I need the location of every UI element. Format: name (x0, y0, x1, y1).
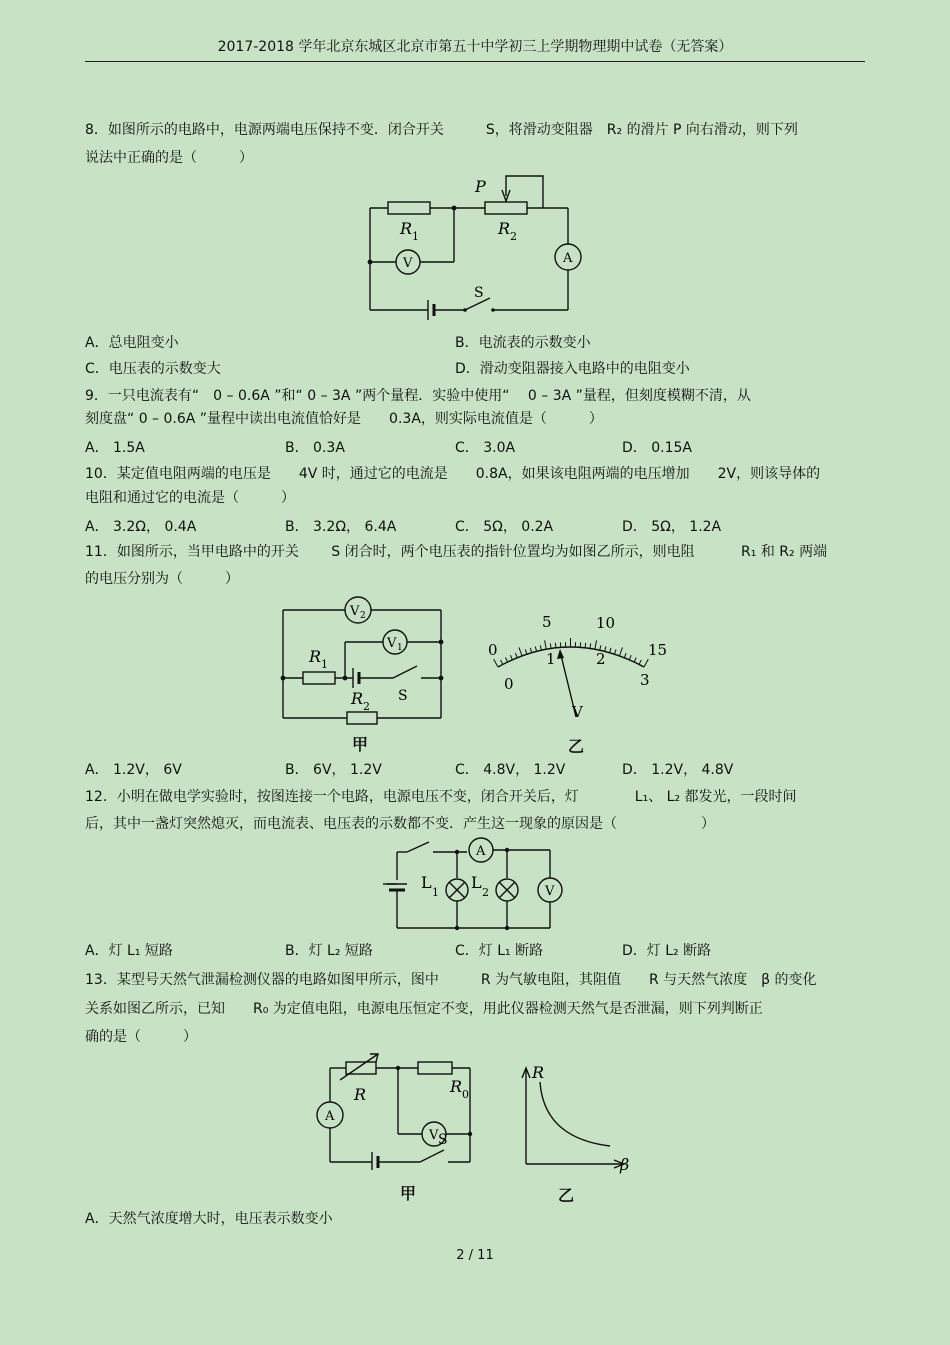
page-number: 2 / 11 (456, 1248, 494, 1263)
q11-dial-bottom-1: 1 (546, 650, 556, 668)
q8-circuit-diagram (360, 170, 590, 330)
dial-tick (505, 658, 507, 663)
q13-r-beta-graph-yi (510, 1060, 640, 1175)
q8-option-a: A．总电阻变小 (85, 335, 179, 351)
q13-stem-line3: 确的是（ ） (85, 1029, 197, 1045)
dial-tick (644, 659, 648, 667)
q13-graph-y-label: R (532, 1063, 545, 1082)
q12-l1-label: L (421, 873, 432, 892)
q9-option-d: D． 0.15A (622, 440, 692, 456)
dial-tick (545, 640, 547, 649)
q9-option-b: B． 0.3A (285, 440, 345, 456)
q12-option-d: D．灯 L₂ 断路 (622, 943, 712, 959)
dial-tick (595, 640, 597, 649)
q12-option-a: A．灯 L₁ 短路 (85, 943, 173, 959)
q10-option-a: A． 3.2Ω， 0.4A (85, 519, 197, 535)
page-header-title: 2017-2018 学年北京东城区北京市第五十中学初三上学期物理期中试卷（无答案） (217, 39, 733, 55)
q13-switch-label: S (438, 1132, 448, 1148)
q13-stem-line1: 13．某型号天然气泄漏检测仪器的电路如图甲所示，图中 R 为气敏电阻，其阻值 R 与天然气浓度 β 的变化 (85, 972, 817, 988)
q12-l2-sub: 2 (482, 886, 489, 899)
q9-option-a: A． 1.5A (85, 440, 145, 456)
q13-voltmeter-label: V (429, 1128, 439, 1143)
q8-label-r2-sub: 2 (510, 230, 517, 243)
q8-label-r2: R (498, 219, 511, 238)
q12-l1-sub: 1 (432, 886, 439, 899)
dial-tick (540, 645, 541, 650)
dial-tick (610, 648, 611, 653)
q13-circuit-diagram-jia (310, 1050, 480, 1170)
q11-caption-yi: 乙 (568, 737, 585, 756)
q13-stem-line2: 关系如图乙所示，已知 R₀ 为定值电阻，电源电压恒定不变，用此仪器检测天然气是否泄漏，则下列判断正 (85, 1001, 763, 1017)
q11-dial-top-15: 15 (648, 641, 668, 659)
dial-tick (639, 660, 641, 664)
q9-stem-line2: 刻度盘“ 0 – 0.6A ”量程中读出电流值恰好是 0.3A，则实际电流值是（ ） (85, 411, 603, 427)
q13-r-label: R (354, 1085, 367, 1104)
q11-v1-sub: 1 (397, 643, 403, 653)
q11-dial-bottom-0: 0 (504, 675, 514, 693)
q12-ammeter-label: A (476, 844, 486, 859)
q13-ammeter-label: A (325, 1109, 335, 1124)
q11-switch-label: S (398, 688, 408, 704)
dial-tick (550, 643, 551, 648)
q13-graph-x-label: β (620, 1155, 630, 1174)
q8-option-b: B．电流表的示数变小 (455, 335, 591, 351)
q11-option-d: D． 1.2V， 4.8V (622, 762, 734, 778)
dial-tick (614, 649, 616, 654)
q12-option-c: C．灯 L₁ 断路 (455, 943, 544, 959)
dial-tick (629, 655, 631, 660)
q12-l2-label: L (471, 873, 482, 892)
q12-option-b: B．灯 L₂ 短路 (285, 943, 373, 959)
dial-tick (590, 643, 591, 648)
q13-r0-sub: 0 (462, 1088, 469, 1101)
q11-voltmeter-dial-yi (480, 605, 675, 725)
q13-caption-jia: 甲 (400, 1184, 417, 1203)
q10-stem-line1: 10．某定值电阻两端的电压是 4V 时，通过它的电流是 0.8A，如果该电阻两端的电压增加 2V，则该导体的 (85, 466, 821, 482)
q9-stem-line1: 9．一只电流表有“ 0 – 0.6A ”和“ 0 – 3A ”两个量程．实验中使用“ 0 – 3A ”量程，但刻度模糊不清，从 (85, 388, 751, 404)
dial-tick (515, 653, 517, 658)
q11-r2-label: R (351, 689, 364, 708)
q8-label-r1-sub: 1 (412, 230, 419, 243)
dial-tick (510, 655, 512, 660)
q11-circuit-diagram-jia (275, 592, 450, 727)
q11-dial-top-5: 5 (542, 613, 552, 631)
dial-tick (494, 659, 498, 667)
q11-v1-label: V (387, 636, 397, 651)
q11-r1-label: R (309, 647, 322, 666)
q12-stem-line1: 12．小明在做电学实验时，按图连接一个电路，电源电压不变，闭合开关后，灯 L₁、 L₂ 都发光，一段时间 (85, 789, 797, 805)
q9-option-c: C． 3.0A (455, 440, 516, 456)
q10-option-d: D． 5Ω， 1.2A (622, 519, 722, 535)
dial-tick (519, 647, 522, 655)
dial-tick (535, 647, 536, 652)
q11-r1-sub: 1 (321, 658, 328, 671)
q11-dial-top-0: 0 (488, 641, 498, 659)
q13-option-a: A．天然气浓度增大时，电压表示数变小 (85, 1211, 333, 1227)
q11-v2-sub: 2 (360, 611, 366, 621)
q12-circuit-diagram (375, 836, 575, 934)
q10-stem-line2: 电阻和通过它的电流是（ ） (85, 490, 295, 506)
q11-r2-sub: 2 (363, 700, 370, 713)
q11-dial-v-label: V (572, 703, 583, 721)
q8-option-d: D．滑动变阻器接入电路中的电阻变小 (455, 361, 690, 377)
q10-option-b: B． 3.2Ω， 6.4A (285, 519, 397, 535)
dial-tick (501, 660, 503, 664)
q8-stem-line1: 8．如图所示的电路中，电源两端电压保持不变．闭合开关 S，将滑动变阻器 R₂ 的滑片 P 向右滑动，则下列 (85, 122, 798, 138)
dial-tick (530, 648, 531, 653)
q11-option-b: B． 6V， 1.2V (285, 762, 382, 778)
dial-tick (555, 643, 556, 648)
q12-stem-line2: 后，其中一盏灯突然熄灭，而电流表、电压表的示数都不变．产生这一现象的原因是（ ） (85, 816, 715, 832)
header-rule (85, 61, 865, 62)
q13-r0-label: R (450, 1077, 463, 1096)
dial-tick (624, 653, 626, 658)
q11-caption-jia: 甲 (352, 735, 369, 754)
q11-option-c: C． 4.8V， 1.2V (455, 762, 566, 778)
q11-v2-label: V (350, 604, 360, 619)
dial-tick (585, 643, 586, 648)
dial-tick (634, 657, 636, 662)
q11-dial-bottom-3: 3 (640, 671, 650, 689)
q11-dial-top-10: 10 (596, 614, 616, 632)
q11-option-a: A． 1.2V， 6V (85, 762, 182, 778)
q10-option-c: C． 5Ω， 0.2A (455, 519, 554, 535)
q8-stem-line2: 说法中正确的是（ ） (85, 150, 253, 166)
q8-voltmeter-label: V (403, 256, 413, 271)
q8-switch-label: S (474, 285, 484, 301)
q13-caption-yi: 乙 (558, 1186, 575, 1205)
q8-label-p: P (475, 177, 486, 196)
dial-tick (525, 649, 527, 654)
q11-stem-line1: 11．如图所示，当甲电路中的开关 S 闭合时，两个电压表的指针位置均为如图乙所示，则电阻 R₁ 和 R₂ 两端 (85, 544, 828, 560)
dial-tick (619, 647, 622, 655)
q11-stem-line2: 的电压分别为（ ） (85, 571, 239, 587)
q11-dial-bottom-2: 2 (596, 650, 606, 668)
q8-label-r1: R (400, 219, 413, 238)
q8-ammeter-label: A (563, 251, 573, 266)
q8-option-c: C．电压表的示数变大 (85, 361, 221, 377)
q12-voltmeter-label: V (545, 884, 555, 899)
